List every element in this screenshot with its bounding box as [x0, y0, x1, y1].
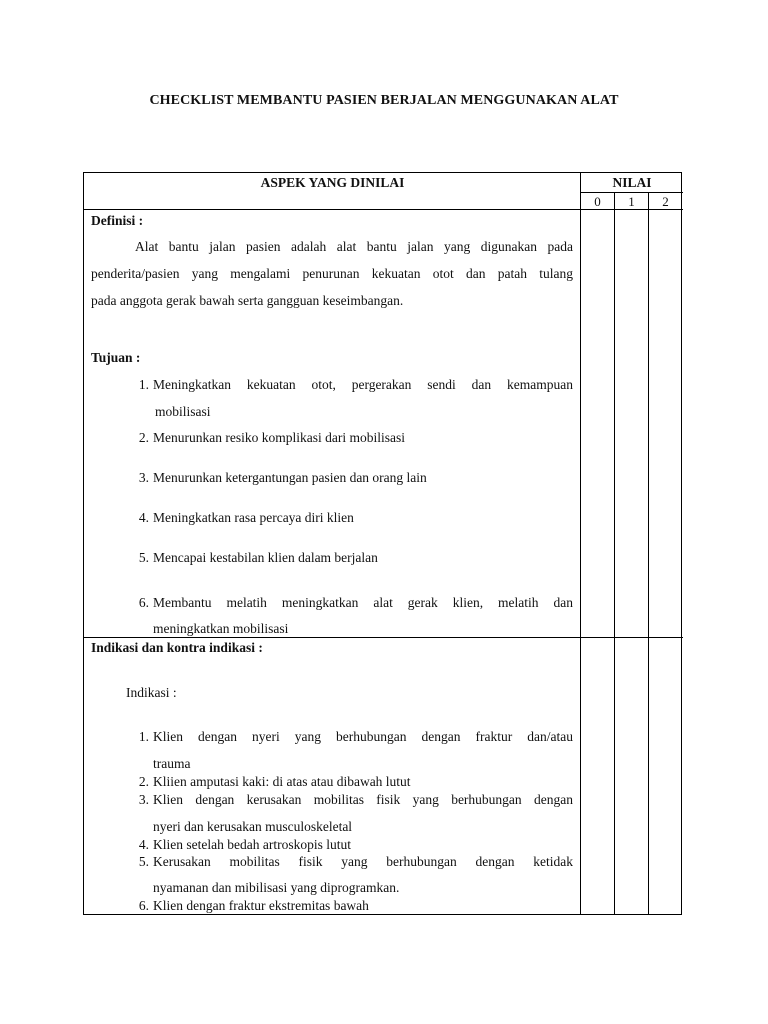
score-header-0: 0: [594, 194, 601, 209]
checklist-table: [83, 172, 682, 915]
indikasi-item-text: Kliien amputasi kaki: di atas atau dibawah lutut: [153, 774, 411, 789]
tujuan-heading: Tujuan :: [91, 350, 141, 365]
tujuan-item-number: 2.: [138, 430, 149, 445]
tujuan-item-text-cont: mobilisasi: [155, 404, 211, 419]
indikasi-item-number: 6.: [138, 898, 149, 913]
definisi-heading: Definisi :: [91, 213, 144, 228]
tujuan-item-number: 6.: [138, 595, 149, 610]
indikasi-item-number: 3.: [138, 792, 149, 807]
indikasi-item-text: Klien setelah bedah artroskopis lutut: [153, 837, 351, 852]
column-divider: [580, 173, 581, 914]
indikasi-item-text: Klien dengan fraktur ekstremitas bawah: [153, 898, 369, 913]
indikasi-item-number: 1.: [138, 729, 149, 744]
definisi-line-2: penderita/pasien yang mengalami penurunan kekuatan otot dan patah tulang: [91, 266, 573, 281]
score-header-1: 1: [628, 194, 635, 209]
tujuan-item-text: Menurunkan resiko komplikasi dari mobilisasi: [153, 430, 405, 445]
indikasi-item-text: Klien dengan nyeri yang berhubungan dengan fraktur dan/atau: [153, 729, 573, 744]
definisi-line-1: Alat bantu jalan pasien adalah alat bantu jalan yang digunakan pada: [135, 239, 573, 254]
indikasi-item-text: Klien dengan kerusakan mobilitas fisik yang berhubungan dengan: [153, 792, 573, 807]
indikasi-item-number: 5.: [138, 854, 149, 869]
tujuan-item-text: Meningkatkan rasa percaya diri klien: [153, 510, 354, 525]
column-divider: [648, 192, 649, 914]
indikasi-item-number: 2.: [138, 774, 149, 789]
tujuan-item-number: 5.: [138, 550, 149, 565]
tujuan-item-text: Meningkatkan kekuatan otot, pergerakan sendi dan kemampuan: [153, 377, 573, 392]
tujuan-item-number: 1.: [138, 377, 149, 392]
indikasi-section-heading: Indikasi dan kontra indikasi :: [91, 640, 263, 655]
tujuan-item-number: 4.: [138, 510, 149, 525]
indikasi-item-text-cont: nyeri dan kerusakan musculoskeletal: [153, 819, 353, 834]
document-title: CHECKLIST MEMBANTU PASIEN BERJALAN MENGGUNAKAN ALAT: [149, 93, 619, 108]
score-header-2: 2: [662, 194, 669, 209]
tujuan-item-text-cont: meningkatkan mobilisasi: [153, 621, 289, 636]
column-divider: [614, 192, 615, 914]
indikasi-subheading: Indikasi :: [126, 685, 177, 700]
definisi-line-3: pada anggota gerak bawah serta gangguan keseimbangan.: [91, 293, 404, 308]
tujuan-item-text: Membantu melatih meningkatkan alat gerak klien, melatih dan: [153, 595, 573, 610]
indikasi-item-text-cont: nyamanan dan mibilisasi yang diprogramkan.: [153, 880, 400, 895]
row-divider: [84, 637, 683, 638]
header-nilai: NILAI: [612, 175, 652, 190]
header-aspek: ASPEK YANG DINILAI: [260, 175, 405, 190]
tujuan-item-number: 3.: [138, 470, 149, 485]
indikasi-item-number: 4.: [138, 837, 149, 852]
indikasi-item-text: Kerusakan mobilitas fisik yang berhubungan dengan ketidak: [153, 854, 573, 869]
indikasi-item-text-cont: trauma: [153, 756, 191, 771]
tujuan-item-text: Menurunkan ketergantungan pasien dan orang lain: [153, 470, 427, 485]
tujuan-item-text: Mencapai kestabilan klien dalam berjalan: [153, 550, 378, 565]
